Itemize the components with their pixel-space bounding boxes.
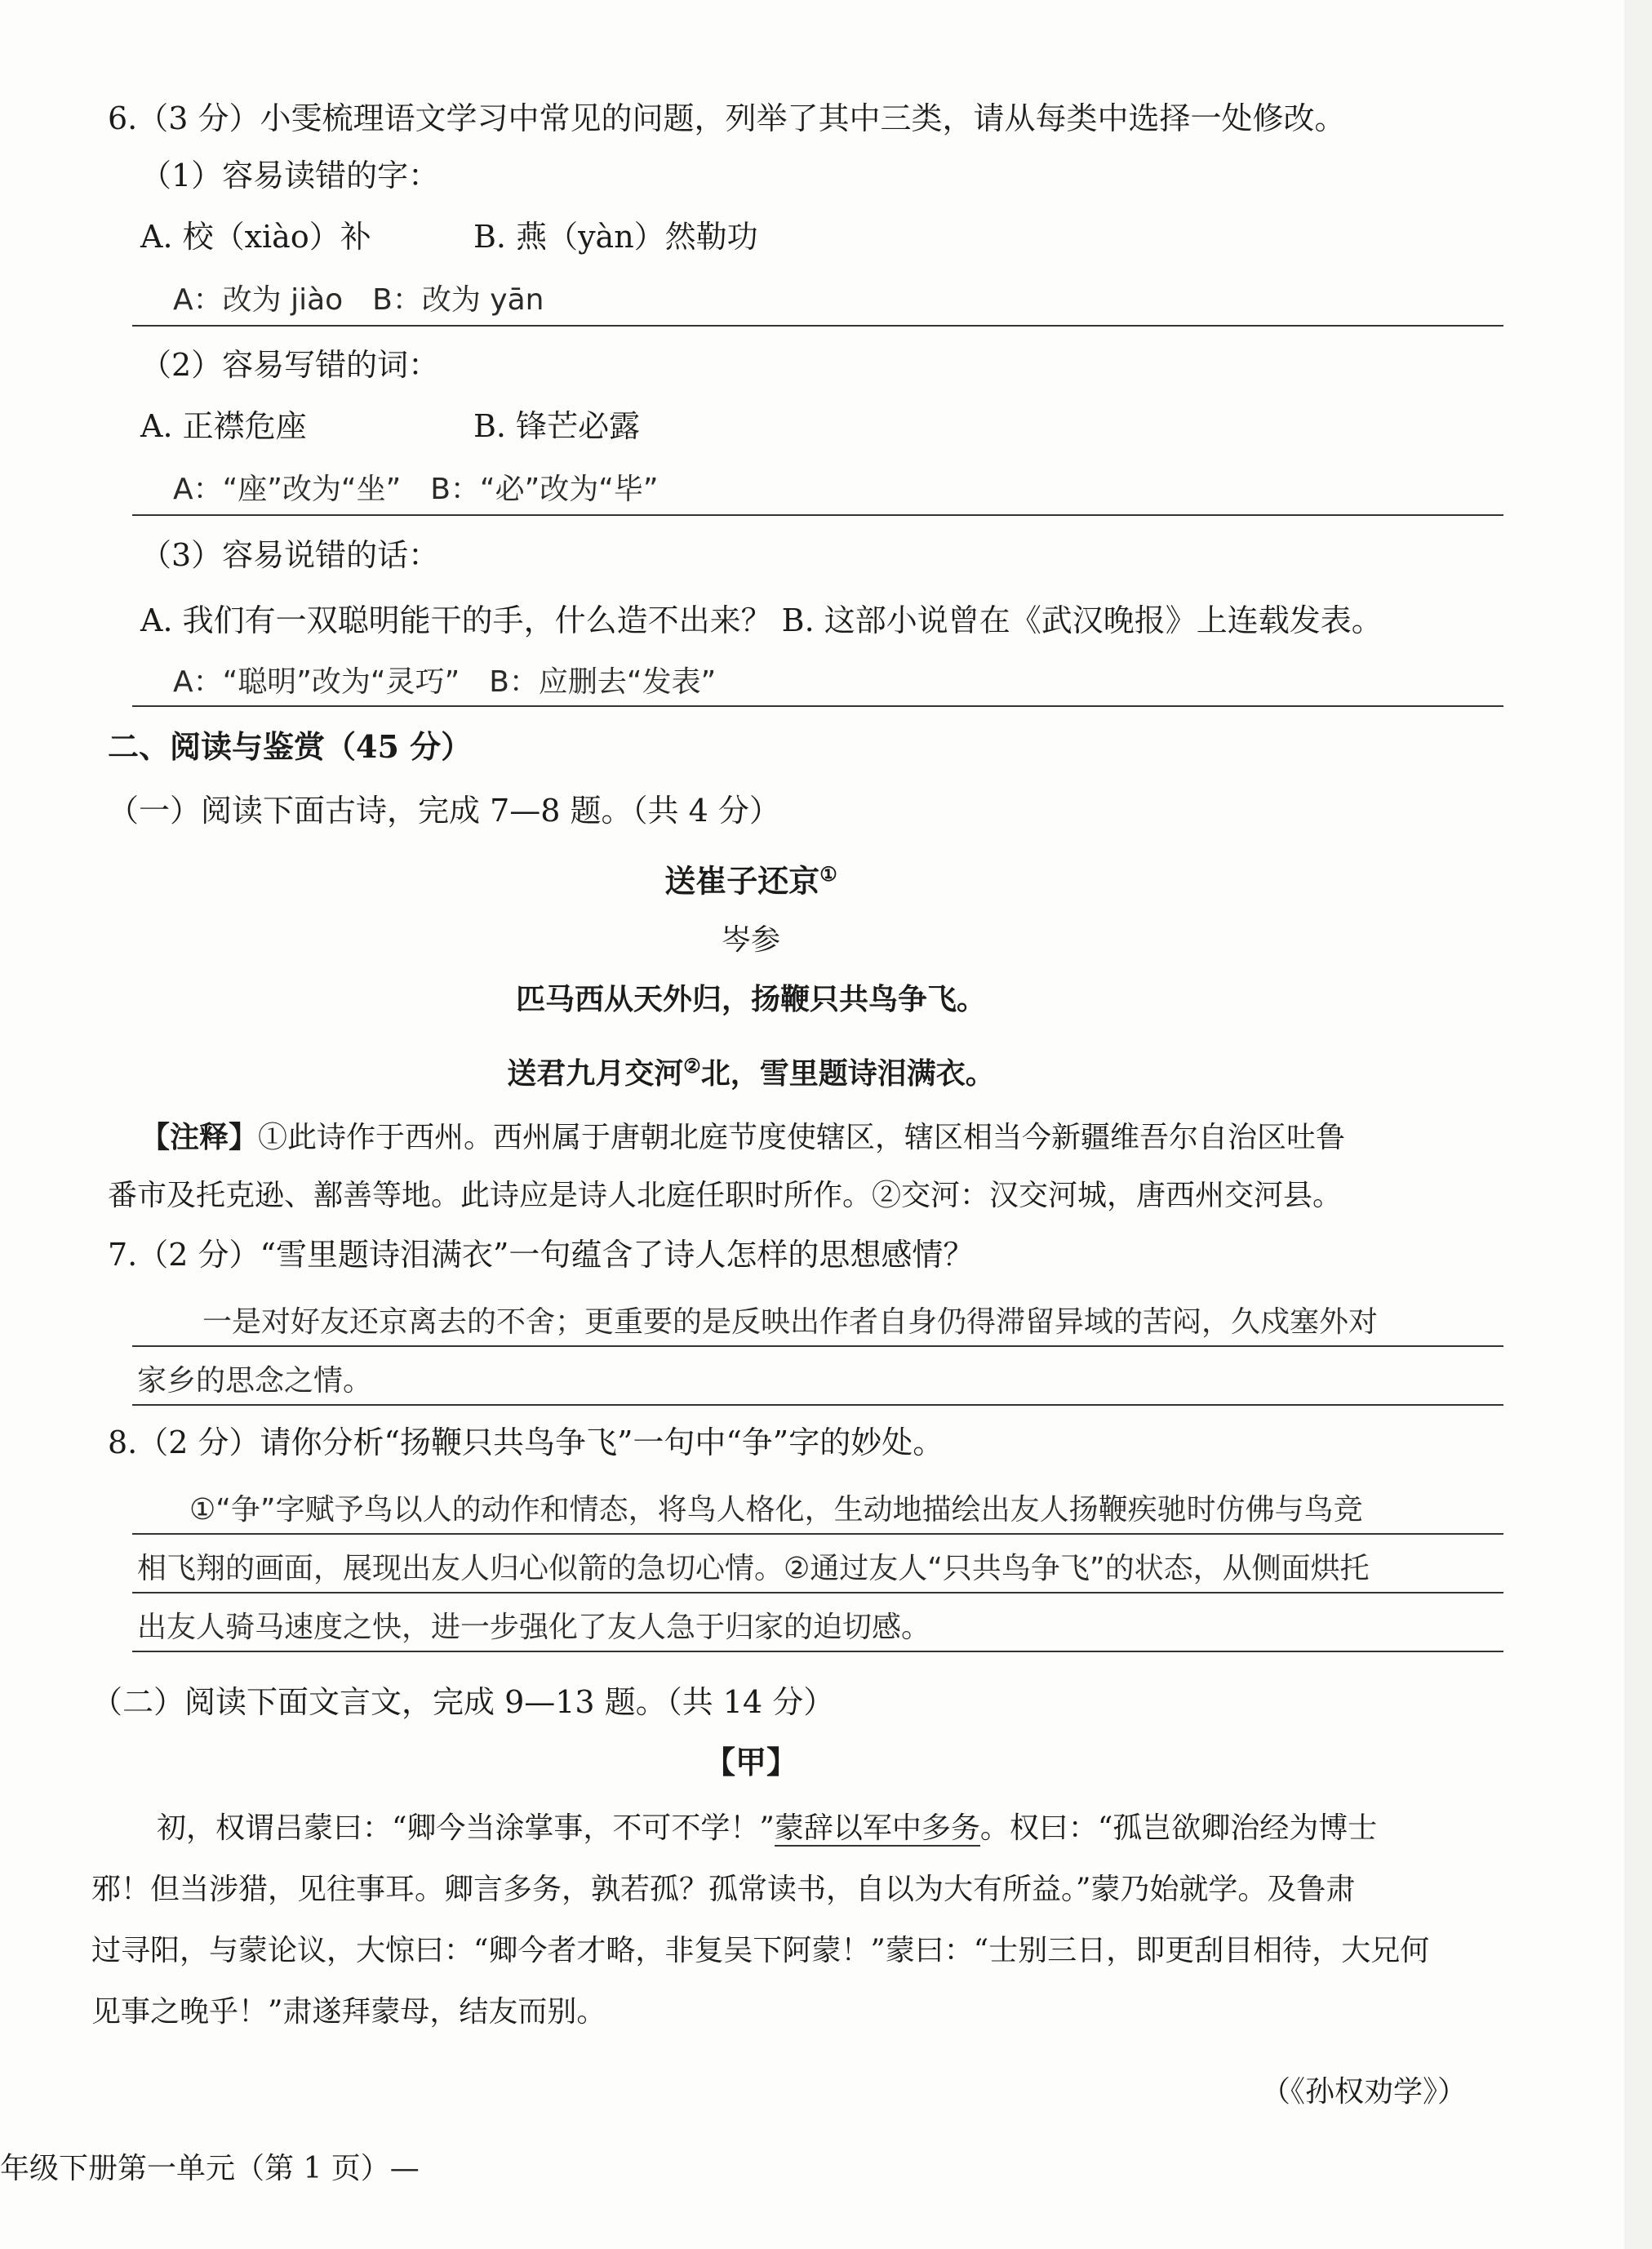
poem-title: 送崔子还京① xyxy=(664,862,837,900)
section-heading: 二、阅读与鉴赏（45 分） xyxy=(108,728,473,765)
notes-line-2: 番市及托克逊、鄯善等地。此诗应是诗人北庭任职时所作。②交河：汉交河城，唐西州交河县。 xyxy=(108,1179,1343,1212)
footnote-marker: ② xyxy=(683,1054,701,1078)
q6-stem: 6.（3 分）小雯梳理语文学习中常见的问题，列举了其中三类，请从每类中选择一处修改。 xyxy=(108,100,1346,136)
q8-stem: 8.（2 分）请你分析“扬鞭只共鸟争飞”一句中“争”字的妙处。 xyxy=(108,1425,944,1460)
poem-line-2: 送君九月交河②北，雪里题诗泪满衣。 xyxy=(507,1054,995,1091)
answer-line xyxy=(132,1533,1503,1535)
q6-part3-options: A. 我们有一双聪明能干的手，什么造不出来？ B. 这部小说曾在《武汉晚报》上连载发表。 xyxy=(140,602,1383,638)
q6-part1-option-a: A. 校（xiào）补 xyxy=(140,219,371,255)
part2-intro: （二）阅读下面文言文，完成 9—13 题。（共 14 分） xyxy=(91,1684,835,1720)
poem-line-1: 匹马西从天外归，扬鞭只共鸟争飞。 xyxy=(515,982,986,1016)
underlined-sentence: 蒙辞以军中多务 xyxy=(774,1811,980,1845)
passage-line-4: 见事之晚乎！”肃遂拜蒙母，结友而别。 xyxy=(91,1995,606,2029)
answer-line xyxy=(132,1592,1503,1593)
q6-part2-option-b: B. 锋芒必露 xyxy=(473,408,641,444)
passage-label-jia: 【甲】 xyxy=(704,1744,797,1780)
q6-part3-answer: A：“聪明”改为“灵巧” B：应删去“发表” xyxy=(173,665,717,699)
page-edge-shadow xyxy=(1624,0,1652,2249)
passage-line-1: 初，权谓吕蒙曰：“卿今当涂掌事，不可不学！”蒙辞以军中多务。权曰：“孤岂欲卿治经为博士 xyxy=(157,1811,1378,1845)
answer-line xyxy=(132,1345,1503,1347)
notes-line-1: 【注释】①此诗作于西州。西州属于唐朝北庭节度使辖区，辖区相当今新疆维吾尔自治区吐鲁 xyxy=(140,1120,1346,1154)
answer-line xyxy=(132,1651,1503,1652)
q6-part1-option-b: B. 燕（yàn）然勒功 xyxy=(473,219,758,255)
poem-author: 岑参 xyxy=(721,923,780,957)
q7-answer-line-2: 家乡的思念之情。 xyxy=(137,1364,373,1398)
page-footer: 年级下册第一单元（第 1 页）— xyxy=(0,2152,420,2185)
q6-part2-label: （2）容易写错的词： xyxy=(140,347,440,383)
q6-part2-option-a: A. 正襟危座 xyxy=(140,408,307,444)
part1-intro: （一）阅读下面古诗，完成 7—8 题。（共 4 分） xyxy=(108,793,780,829)
passage-source: （《孙权劝学》） xyxy=(1261,2075,1468,2109)
q8-answer-line-1: ①“争”字赋予鸟以人的动作和情态，将鸟人格化，生动地描绘出友人扬鞭疾驰时仿佛与鸟竞 xyxy=(189,1493,1363,1527)
answer-line xyxy=(132,1404,1503,1406)
q8-answer-line-2: 相飞翔的画面，展现出友人归心似箭的急切心情。②通过友人“只共鸟争飞”的状态，从侧面烘托 xyxy=(137,1552,1370,1585)
footnote-marker: ① xyxy=(819,862,837,886)
q6-part2-answer: A：“座”改为“坐” B：“必”改为“毕” xyxy=(173,473,659,506)
q8-answer-line-3: 出友人骑马速度之快，进一步强化了友人急于归家的迫切感。 xyxy=(137,1611,931,1644)
answer-line xyxy=(132,325,1503,327)
q6-part1-answer: A：改为 jiào B：改为 yān xyxy=(173,283,544,317)
answer-line xyxy=(132,514,1503,516)
answer-line xyxy=(132,705,1503,707)
passage-line-3: 过寻阳，与蒙论议，大惊曰：“卿今者才略，非复吴下阿蒙！”蒙曰：“士别三日，即更刮目相待，大兄何 xyxy=(91,1934,1430,1967)
q7-answer-line-1: 一是对好友还京离去的不舍；更重要的是反映出作者自身仍得滞留异域的苦闷，久戍塞外对 xyxy=(202,1305,1379,1339)
q6-part1-label: （1）容易读错的字： xyxy=(140,158,440,193)
q6-part3-label: （3）容易说错的话： xyxy=(140,537,440,573)
q7-stem: 7.（2 分）“雪里题诗泪满衣”一句蕴含了诗人怎样的思想感情？ xyxy=(108,1237,975,1273)
passage-line-2: 邪！但当涉猎，见往事耳。卿言多务，孰若孤？孤常读书，自以为大有所益。”蒙乃始就学。及鲁肃 xyxy=(91,1873,1356,1906)
